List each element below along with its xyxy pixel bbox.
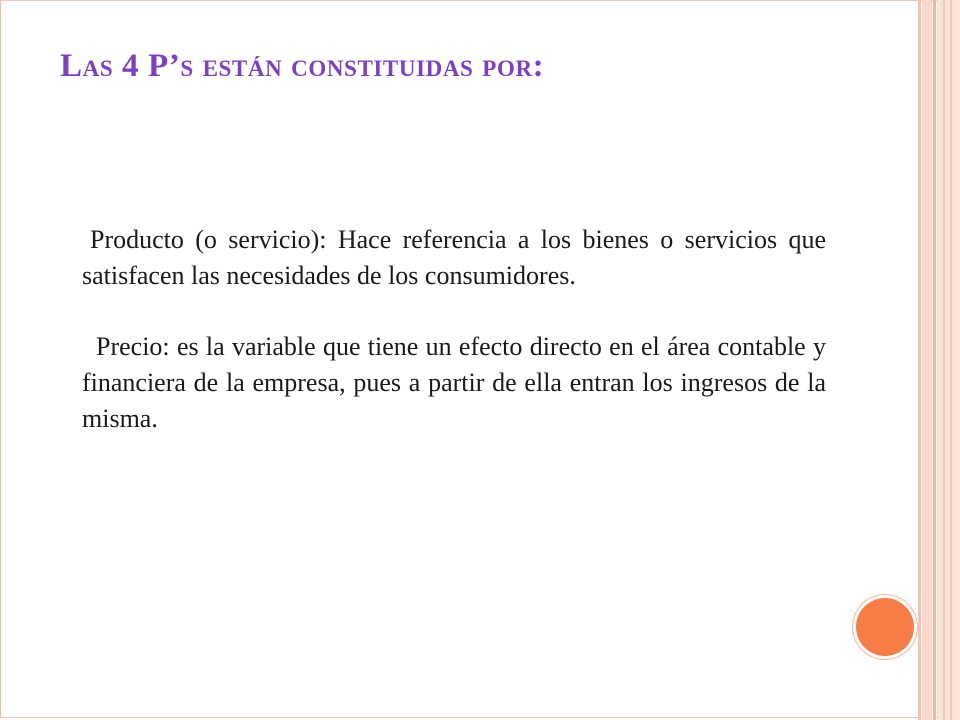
slide-title: Las 4 P’s están constituidas por: xyxy=(60,48,545,84)
decorative-circle xyxy=(856,598,914,656)
side-stripe xyxy=(950,0,952,720)
slide-body xyxy=(82,222,826,437)
side-stripe xyxy=(933,0,936,720)
side-stripe xyxy=(918,0,921,720)
side-stripe xyxy=(922,0,932,720)
paragraph-producto: Producto (o servicio): Hace referencia a los bienes o servicios que satisfacen las necesidades de los consumidores. xyxy=(82,225,826,290)
side-stripe xyxy=(937,0,960,720)
paragraph-precio: Precio: es la variable que tiene un efecto directo en el área contable y financiera de la empresa, pues a partir de ella entran los ingresos de la misma. xyxy=(82,332,826,433)
side-stripe xyxy=(943,0,945,720)
